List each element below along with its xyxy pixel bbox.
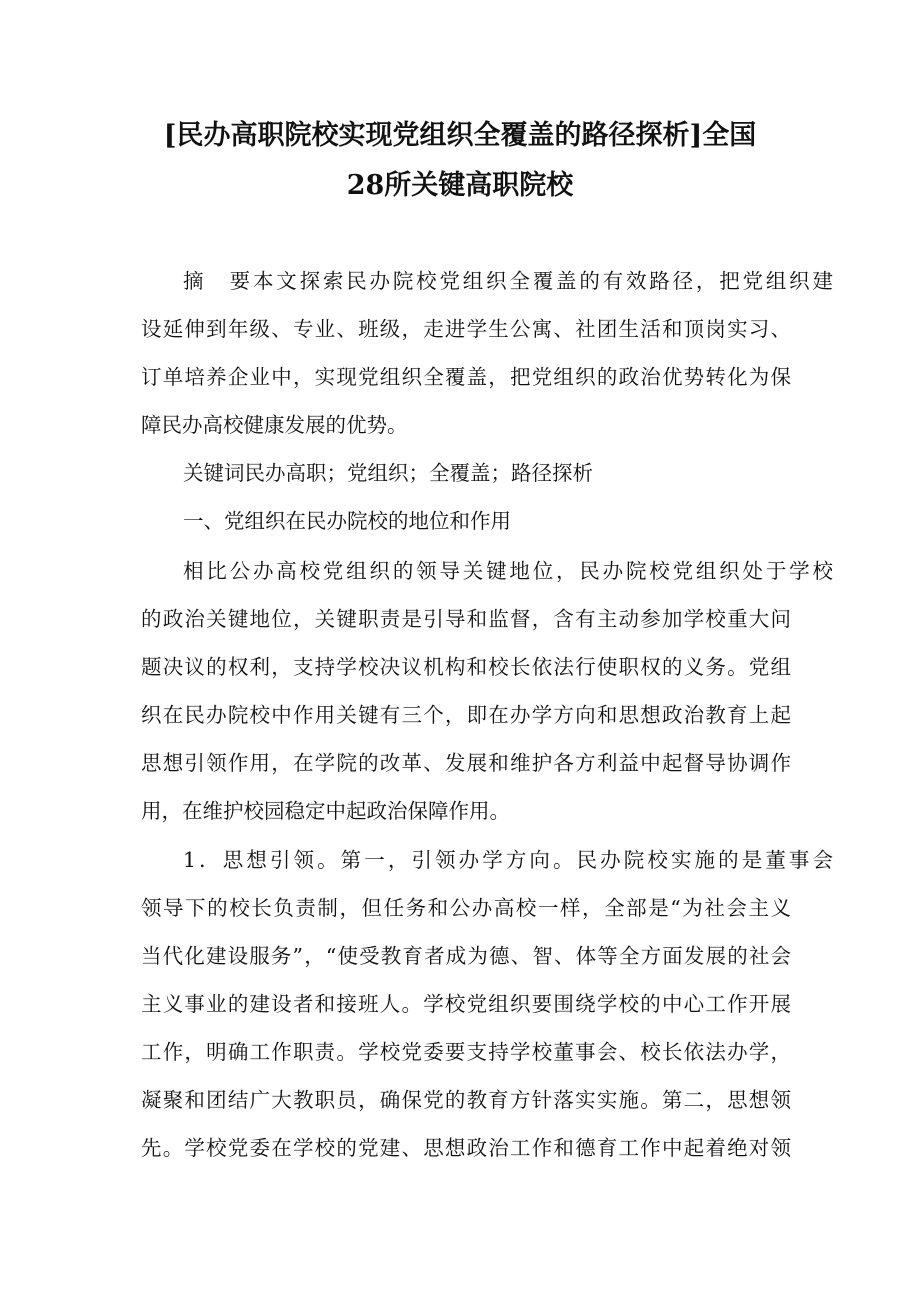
paragraph-line: 织在民办院校中作用关键有三个，即在办学方向和思想政治教育上起 <box>141 703 791 727</box>
abstract-line: 障民办高校健康发展的优势。 <box>141 413 408 437</box>
paragraph-line: 凝聚和团结广大教职员，确保党的教育方针落实实施。第二，思想领 <box>141 1088 791 1112</box>
paragraph-line: 当代化建设服务”，“使受教育者成为德、智、体等全方面发展的社会 <box>141 944 791 968</box>
paragraph-line: 相比公办高校党组织的领导关键地位，民办院校党组织处于学校 <box>183 559 833 583</box>
paragraph-line: 思想引领作用，在学院的改革、发展和维护各方利益中起督导协调作 <box>141 751 791 775</box>
abstract-line: 订单培养企业中，实现党组织全覆盖，把党组织的政治优势转化为保 <box>141 365 791 389</box>
paragraph-line: 的政治关键地位，关键职责是引导和监督，含有主动参加学校重大问 <box>141 607 791 631</box>
paragraph-line: 工作，明确工作职责。学校党委要支持学校董事会、校长依法办学， <box>141 1040 791 1064</box>
paragraph-line: 题决议的权利，支持学校决议机构和校长依法行使职权的义务。党组 <box>141 655 791 679</box>
paragraph-line: 用，在维护校园稳定中起政治保障作用。 <box>141 799 510 823</box>
abstract-line: 设延伸到年级、专业、班级，走进学生公寓、社团生活和顶岗实习、 <box>141 317 791 341</box>
paragraph-line: 先。学校党委在学校的党建、思想政治工作和德育工作中起着绝对领 <box>141 1136 791 1160</box>
abstract-line: 摘 要本文探索民办院校党组织全覆盖的有效路径，把党组织建 <box>183 269 833 293</box>
keywords-line: 关键词民办高职；党组织；全覆盖；路径探析 <box>183 461 593 485</box>
paragraph-line: 领导下的校长负责制，但任务和公办高校一样，全部是“为社会主义 <box>141 896 791 920</box>
paragraph-line: 主义事业的建设者和接班人。学校党组织要围绕学校的中心工作开展 <box>141 992 791 1016</box>
document-title-line1: [民办高职院校实现党组织全覆盖的路径探析]全国 <box>163 120 757 151</box>
document-title-line2: 28所关键高职院校 <box>346 170 574 201</box>
paragraph-line: 1．思想引领。第一，引领办学方向。民办院校实施的是董事会 <box>183 848 833 872</box>
section-heading: 一、党组织在民办院校的地位和作用 <box>183 509 511 533</box>
